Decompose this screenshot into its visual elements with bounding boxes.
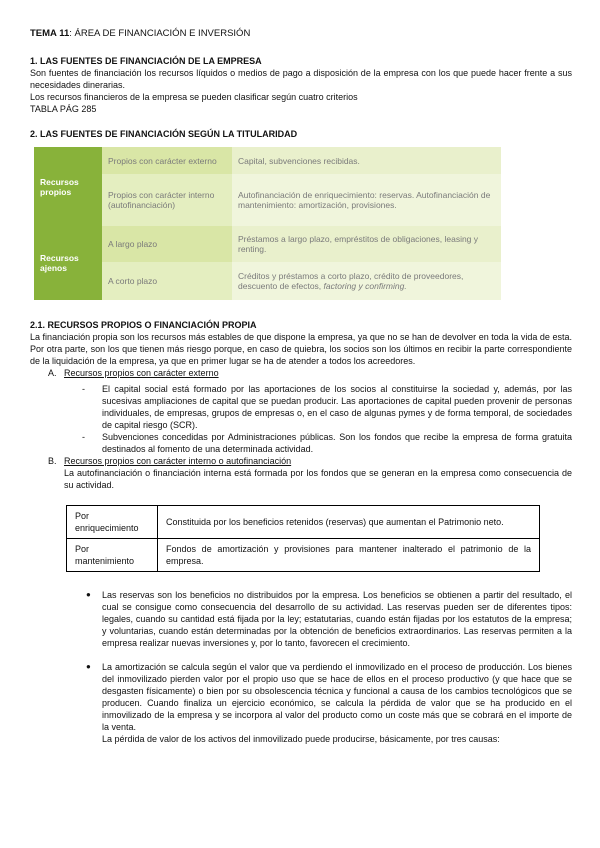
list-heading-a-text: Recursos propios con carácter externo (64, 368, 219, 378)
desc-cell (232, 262, 501, 300)
titularidad-table (34, 147, 501, 300)
page-title (30, 28, 572, 40)
bullet-marker: ● (86, 662, 91, 671)
type-cell: Propios con carácter interno (autofinanciación) (102, 174, 232, 226)
bullet-item-text: La amortización se calcula según el valor que va perdiendo el inmovilizado en el proceso de producción. Los bienes del inmovilizado pierden valor por el propio uso que se hace de ellos en el proceso productivo (y que hace que se desgasten físicamente) o bien por su obsolescencia técnica y funcional a causa de los cambios tecnológicos que se producen. Cuando finaliza un ejercicio económico, se calcula la pérdida de valor que se ha producido en el inmovilizado de la empresa y se incorpora al valor del producto como un coste más que se cobrará en el importe de la venta. (102, 662, 572, 732)
dash-marker: - (82, 432, 85, 442)
closing-line-text: La pérdida de valor de los activos del inmovilizado puede producirse, básicamente, por tres causas: (102, 734, 500, 744)
type-cell: A largo plazo (102, 226, 232, 262)
bullet-item-text: Las reservas son los beneficios no distribuidos por la empresa. Los beneficios se obtienen a partir del resultado, el cual se consigue como consecuencia del desarrollo de su actividad. Las reservas pueden ser de diferentes tipos: legales, cuando su cantidad está fijada por la ley; estatutarias, cuando están fijadas por los estatutos de la empresa; y voluntarias, cuando están determinadas por la obtención de beneficios extraordinarios. Las reservas permiten a la empresa realizar nuevas inversiones y, por lo tanto, favorecen el crecimiento. (102, 590, 572, 648)
bullet-marker: ● (86, 590, 91, 599)
list-item (30, 383, 572, 431)
section-2-1-heading: 2.1. RECURSOS PROPIOS O FINANCIACIÓN PROPIA (30, 320, 257, 330)
tema-label: TEMA 11 (30, 28, 70, 39)
tema-title: : ÁREA DE FINANCIACIÓN E INVERSIÓN (69, 28, 251, 39)
desc-cell: Autofinanciación de enriquecimiento: reservas. Autofinanciación de mantenimiento: amortización, provisiones. (232, 174, 501, 226)
desc-cell: Capital, subvenciones recibidas. (232, 147, 501, 174)
list-letter-a: A. (48, 368, 57, 378)
table-value-cell: Constituida por los beneficios retenidos (reservas) que aumentan el Patrimonio neto. (158, 506, 540, 539)
list-item (30, 431, 572, 455)
autofinanciacion-table (66, 505, 540, 572)
document-page (30, 28, 572, 745)
type-cell: Propios con carácter externo (102, 147, 232, 174)
list-heading-b (48, 455, 572, 467)
section-2-heading: 2. LAS FUENTES DE FINANCIACIÓN SEGÚN LA TITULARIDAD (30, 129, 298, 139)
list-heading-a (48, 367, 572, 379)
table-key-cell: Por mantenimiento (67, 539, 158, 572)
section-2-1-intro: La financiación propia son los recursos más estables de que dispone la empresa, ya que no se han de devolver en toda la vida de esta. Por otra parte, son los que tienen más riesgo porque, en caso de quiebra, los socios son los últimos en recibir la parte correspondiente de la liquidación de la empresa, ya que en primer lugar se ha de atender a todos los acreedores. (30, 332, 572, 366)
section-1-paragraph-2: Los recursos financieros de la empresa se pueden clasificar según cuatro criterios (30, 92, 358, 102)
section-1-paragraph-3: TABLA PÁG 285 (30, 104, 97, 114)
list-heading-b-text: Recursos propios con carácter interno o autofinanciación (64, 456, 292, 466)
desc-italic-text: factoring y confirming. (323, 281, 407, 291)
desc-text: Créditos y préstamos a corto plazo, crédito de proveedores, descuento de efectos, (238, 271, 464, 291)
table-value-cell: Fondos de amortización y provisiones para mantener inalterado el patrimonio de la empresa. (158, 539, 540, 572)
section-1-paragraph-1: Son fuentes de financiación los recursos líquidos o medios de pago a disposición de la empresa con los que puede hacer frente a sus necesidades dinerarias. (30, 68, 572, 90)
desc-cell: Préstamos a largo plazo, empréstitos de obligaciones, leasing y renting. (232, 226, 501, 262)
bullet-item (30, 589, 572, 649)
table-key-cell: Por enriquecimiento (67, 506, 158, 539)
type-cell: A corto plazo (102, 262, 232, 300)
group-recursos-ajenos: Recursos ajenos (34, 226, 102, 300)
bullet-item (30, 661, 572, 733)
list-item-text: El capital social está formado por las aportaciones de los socios al constituirse la sociedad y, además, por las sucesivas ampliaciones de capital que se puedan producir. Las aportaciones de capital pueden provenir de personas individuales, de empresas, grupos de empresas o, en el caso de algunas pymes y de forma temporal, de sociedades de capital riesgo (SCR). (102, 384, 572, 430)
closing-line (30, 733, 572, 745)
group-recursos-propios: Recursos propios (34, 147, 102, 226)
dash-marker: - (82, 384, 85, 394)
list-b-text: La autofinanciación o financiación interna está formada por los fondos que se generan en la empresa como consecuencia de su actividad. (64, 468, 572, 490)
section-1-heading: 1. LAS FUENTES DE FINANCIACIÓN DE LA EMPRESA (30, 56, 262, 66)
list-item-text: Subvenciones concedidas por Administraciones públicas. Son los fondos que recibe la empresa de forma gratuita destinados al fomento de una determinada actividad. (102, 432, 572, 454)
list-letter-b: B. (48, 456, 57, 466)
